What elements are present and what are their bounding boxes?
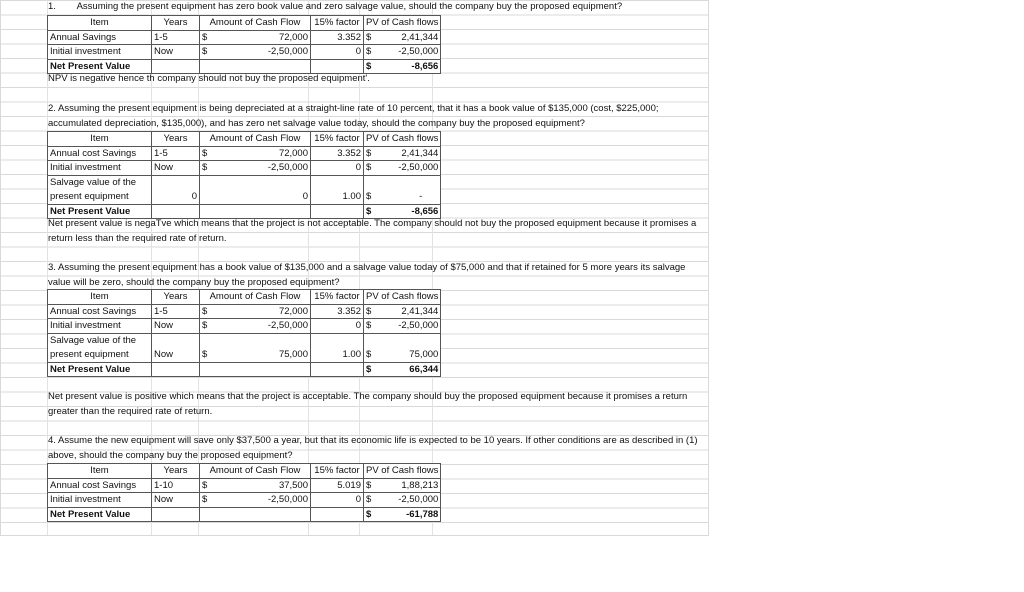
cell-amount[interactable]: $ -2,50,000 — [200, 45, 311, 60]
conclusion-2: Net present value is negaTve which means that the project is not acceptable. The company should not buy the proposed equipment because it promises a return less than the required rate of return. — [48, 218, 697, 244]
cell-years[interactable]: Now — [152, 45, 200, 60]
table-4 — [47, 463, 441, 522]
conclusion-1: NPV is negative hence th company should not buy the proposed equipment'. — [48, 73, 370, 84]
npv-label[interactable]: Net Present Value — [48, 59, 152, 74]
npv-value[interactable]: $ -8,656 — [364, 59, 441, 74]
cell-amount[interactable]: 0 — [200, 175, 311, 204]
cell-amount[interactable]: $ 72,000 — [200, 30, 311, 45]
cell-pv[interactable]: $ -2,50,000 — [364, 45, 441, 60]
header-years[interactable]: Years — [152, 464, 200, 479]
table-row — [48, 478, 441, 493]
cell-factor[interactable]: 1.00 — [311, 333, 364, 362]
header-item[interactable]: Item — [48, 464, 152, 479]
cell-pv[interactable]: $ 2,41,344 — [364, 30, 441, 45]
salvage-row — [48, 333, 441, 362]
cell-pv[interactable]: $ -2,50,000 — [364, 493, 441, 508]
header-amount[interactable]: Amount of Cash Flow — [200, 464, 311, 479]
npv-row — [48, 362, 441, 377]
salvage-row — [48, 175, 441, 204]
header-years[interactable]: Years — [152, 132, 200, 147]
empty-cell[interactable] — [311, 507, 364, 522]
cell-item[interactable]: Salvage value of the present equipment — [48, 175, 152, 204]
cell-amount[interactable]: $ 72,000 — [200, 146, 311, 161]
header-amount[interactable]: Amount of Cash Flow — [200, 290, 311, 305]
cell-years[interactable]: Now — [152, 493, 200, 508]
cell-years[interactable]: Now — [152, 319, 200, 334]
cell-years[interactable]: 0 — [152, 175, 200, 204]
table-row — [48, 319, 441, 334]
cell-years[interactable]: 1-10 — [152, 478, 200, 493]
npv-row — [48, 507, 441, 522]
question-1 — [48, 0, 622, 15]
cell-pv[interactable]: $ 1,88,213 — [364, 478, 441, 493]
cell-factor[interactable]: 3.352 — [311, 304, 364, 319]
cell-amount[interactable]: $ -2,50,000 — [200, 161, 311, 176]
question-3: 3. Assuming the present equipment has a book value of $135,000 and a salvage value today of $75,000 and that if retained for 5 more years its salvage value will be zero, should the company buy the proposed equipment? — [48, 262, 686, 288]
npv-value[interactable]: $ -8,656 — [364, 204, 441, 219]
header-pv[interactable]: PV of Cash flows — [364, 132, 441, 147]
header-years[interactable]: Years — [152, 16, 200, 31]
cell-factor[interactable]: 1.00 — [311, 175, 364, 204]
header-pv[interactable]: PV of Cash flows — [364, 464, 441, 479]
cell-item[interactable]: Initial investment — [48, 45, 152, 60]
cell-item[interactable]: Initial investment — [48, 493, 152, 508]
header-amount[interactable]: Amount of Cash Flow — [200, 16, 311, 31]
cell-years[interactable]: Now — [152, 333, 200, 362]
cell-item[interactable]: Annual Savings — [48, 30, 152, 45]
cell-factor[interactable]: 3.352 — [311, 146, 364, 161]
npv-label[interactable]: Net Present Value — [48, 204, 152, 219]
header-item[interactable]: Item — [48, 16, 152, 31]
cell-pv[interactable]: $ -2,50,000 — [364, 161, 441, 176]
table-header-row — [48, 132, 441, 147]
empty-cell[interactable] — [152, 507, 200, 522]
header-amount[interactable]: Amount of Cash Flow — [200, 132, 311, 147]
empty-cell[interactable] — [200, 507, 311, 522]
table-row — [48, 45, 441, 60]
header-item[interactable]: Item — [48, 290, 152, 305]
cell-amount[interactable]: $ -2,50,000 — [200, 319, 311, 334]
cell-factor[interactable]: 5.019 — [311, 478, 364, 493]
table-row — [48, 146, 441, 161]
question-2: 2. Assuming the present equipment is being depreciated at a straight-line rate of 10 percent, that it has a book value of $135,000 (cost, $225,000; accumulated depreciation, $135,000), and has zero net salvage value today, should the company buy the proposed equipment? — [48, 103, 659, 129]
header-factor[interactable]: 15% factor — [311, 464, 364, 479]
table-1 — [47, 15, 441, 74]
header-factor[interactable]: 15% factor — [311, 290, 364, 305]
empty-cell[interactable] — [311, 362, 364, 377]
header-pv[interactable]: PV of Cash flows — [364, 16, 441, 31]
cell-years[interactable]: 1-5 — [152, 304, 200, 319]
cell-amount[interactable]: $ -2,50,000 — [200, 493, 311, 508]
cell-pv[interactable]: $ -2,50,000 — [364, 319, 441, 334]
cell-item[interactable]: Initial investment — [48, 161, 152, 176]
table-2 — [47, 131, 441, 219]
conclusion-3: Net present value is positive which means that the project is acceptable. The company should buy the proposed equipment because it promises a return greater than the required rate of return. — [48, 391, 688, 417]
table-row — [48, 304, 441, 319]
cell-years[interactable]: Now — [152, 161, 200, 176]
cell-item[interactable]: Annual cost Savings — [48, 478, 152, 493]
empty-cell[interactable] — [200, 362, 311, 377]
cell-factor[interactable]: 3.352 — [311, 30, 364, 45]
cell-pv[interactable]: $ - — [364, 175, 441, 204]
cell-amount[interactable]: $ 37,500 — [200, 478, 311, 493]
cell-factor[interactable]: 0 — [311, 161, 364, 176]
question-text: Assuming the present equipment has zero book value and zero salvage value, should the company buy the proposed equipment? — [76, 1, 623, 12]
header-factor[interactable]: 15% factor — [311, 16, 364, 31]
table-row — [48, 161, 441, 176]
header-item[interactable]: Item — [48, 132, 152, 147]
cell-pv[interactable]: $ 75,000 — [364, 333, 441, 362]
question-4: 4. Assume the new equipment will save only $37,500 a year, but that its economic life is expected to be 10 years. If other conditions are as described in (1) above, should the company buy the proposed equipment? — [48, 435, 698, 461]
cell-years[interactable]: 1-5 — [152, 30, 200, 45]
cell-item[interactable]: Annual cost Savings — [48, 146, 152, 161]
question-number: 1. — [48, 1, 56, 12]
cell-pv[interactable]: $ 2,41,344 — [364, 304, 441, 319]
cell-factor[interactable]: 0 — [311, 45, 364, 60]
table-header-row — [48, 464, 441, 479]
cell-factor[interactable]: 0 — [311, 493, 364, 508]
table-3 — [47, 289, 441, 377]
npv-value[interactable]: $ 66,344 — [364, 362, 441, 377]
npv-value[interactable]: $ -61,788 — [364, 507, 441, 522]
header-factor[interactable]: 15% factor — [311, 132, 364, 147]
cell-factor[interactable]: 0 — [311, 319, 364, 334]
cell-amount[interactable]: $ 72,000 — [200, 304, 311, 319]
cell-item[interactable]: Initial investment — [48, 319, 152, 334]
cell-item[interactable]: Annual cost Savings — [48, 304, 152, 319]
table-header-row — [48, 16, 441, 31]
header-pv[interactable]: PV of Cash flows — [364, 290, 441, 305]
header-years[interactable]: Years — [152, 290, 200, 305]
cell-years[interactable]: 1-5 — [152, 146, 200, 161]
table-row — [48, 493, 441, 508]
npv-label[interactable]: Net Present Value — [48, 362, 152, 377]
table-header-row — [48, 290, 441, 305]
table-row — [48, 30, 441, 45]
cell-item[interactable]: Salvage value of the present equipment — [48, 333, 152, 362]
empty-cell[interactable] — [152, 362, 200, 377]
npv-label[interactable]: Net Present Value — [48, 507, 152, 522]
cell-amount[interactable]: $ 75,000 — [200, 333, 311, 362]
cell-pv[interactable]: $ 2,41,344 — [364, 146, 441, 161]
